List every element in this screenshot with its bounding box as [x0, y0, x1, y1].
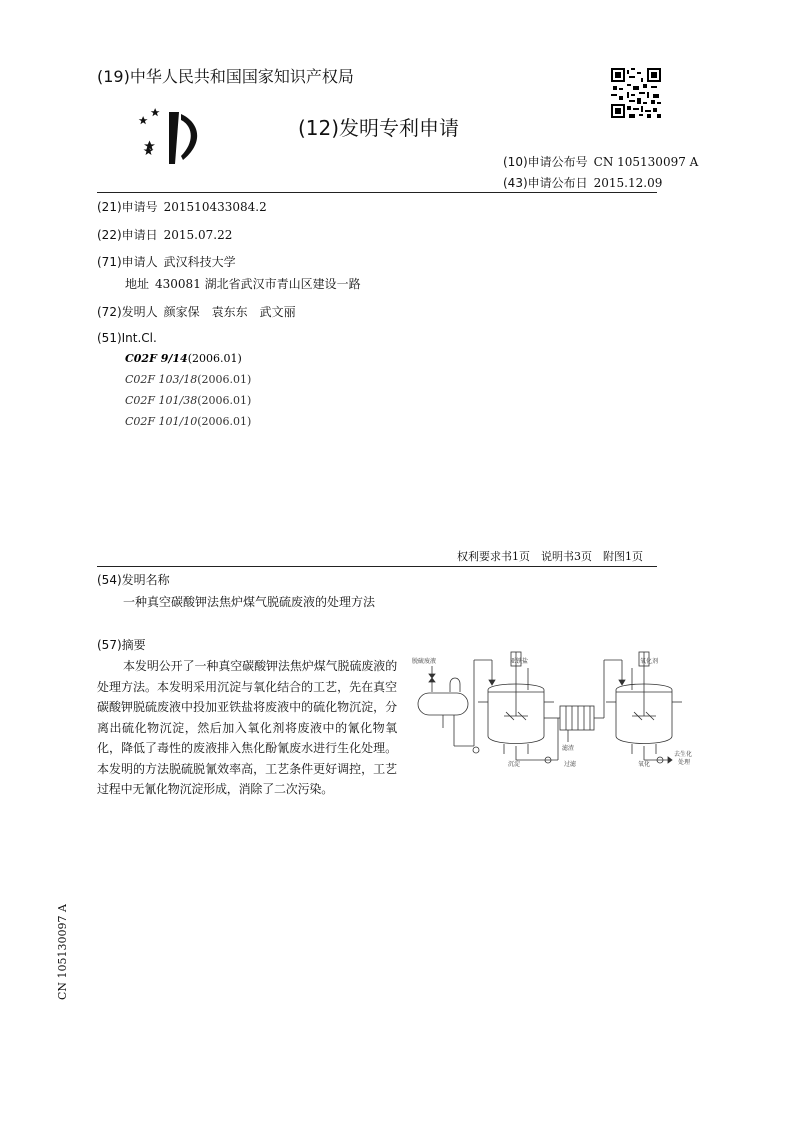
label-feed: 脱硫废液: [412, 658, 437, 665]
address-value: 430081 湖北省武汉市青山区建设一路: [155, 277, 361, 291]
page-count: 权利要求书1页 说明书3页 附图1页: [457, 550, 643, 563]
label-ferrous: 亚铁盐: [510, 658, 529, 665]
publication-number-row: [503, 153, 698, 170]
ipc-entry: C02F 103/18(2006.01): [125, 373, 252, 386]
inventor-value: 颜家保 袁东东 武文丽: [163, 305, 296, 319]
inventor-row: [97, 303, 296, 320]
process-flow-diagram: [408, 650, 708, 770]
label-out1: 去生化: [674, 751, 693, 758]
intcl-label: (51)Int.Cl.: [97, 331, 157, 345]
applicant-value: 武汉科技大学: [163, 255, 236, 269]
publication-date-label: (43)申请公布日: [503, 176, 588, 190]
title-section-label: (54)发明名称: [97, 573, 170, 587]
invention-title: 一种真空碳酸钾法焦炉煤气脱硫废液的处理方法: [123, 595, 376, 609]
office-name: (19)中华人民共和国国家知识产权局: [97, 67, 354, 86]
applicant-row: [97, 253, 236, 270]
publication-date-value: 2015.12.09: [593, 176, 663, 190]
application-date-label: (22)申请日: [97, 228, 158, 242]
cnipa-logo: [133, 108, 205, 166]
label-precip: 沉淀: [508, 761, 521, 768]
publication-number-label: (10)申请公布号: [503, 155, 588, 169]
application-date-row: [97, 226, 232, 243]
publication-date-row: [503, 174, 662, 191]
label-filter: 过滤: [564, 761, 577, 768]
label-oxidant: 氧化剂: [640, 658, 659, 665]
divider: [97, 192, 657, 193]
ipc-entry: C02F 101/38(2006.01): [125, 394, 252, 407]
inventor-label: (72)发明人: [97, 305, 158, 319]
address-row: [125, 275, 361, 292]
address-label: 地址: [125, 277, 150, 291]
ipc-entry: C02F 9/14(2006.01): [125, 352, 242, 365]
application-date-value: 2015.07.22: [163, 228, 233, 242]
application-number-row: [97, 198, 267, 215]
abstract-section-label: (57)摘要: [97, 638, 146, 652]
applicant-label: (71)申请人: [97, 255, 158, 269]
ipc-entry: C02F 101/10(2006.01): [125, 415, 252, 428]
qr-code: [611, 68, 661, 118]
divider: [97, 566, 657, 567]
abstract-text: 本发明公开了一种真空碳酸钾法焦炉煤气脱硫废液的处理方法。本发明采用沉淀与氧化结合的工艺，先在真空碳酸钾脱硫废液中投加亚铁盐将废液中的硫化物沉淀，分离出硫化物沉淀，然后加入氧化剂将废液中的氰化物氧化，降低了毒性的废液排入焦化酚氰废水进行生化处理。本发明的方法脱硫脱氰效率高，工艺条件更好调控，工艺过程中无氰化物沉淀形成，消除了二次污染。: [97, 659, 397, 796]
publication-number-value: CN 105130097 A: [593, 155, 699, 169]
document-type: (12)发明专利申请: [298, 116, 460, 140]
label-sludge: 滤渣: [562, 745, 575, 752]
side-publication-number: CN 105130097 A: [56, 904, 69, 1000]
label-oxidize: 氧化: [638, 761, 651, 768]
label-out2: 处理: [678, 759, 691, 766]
application-number-label: (21)申请号: [97, 200, 158, 214]
application-number-value: 201510433084.2: [163, 200, 267, 214]
